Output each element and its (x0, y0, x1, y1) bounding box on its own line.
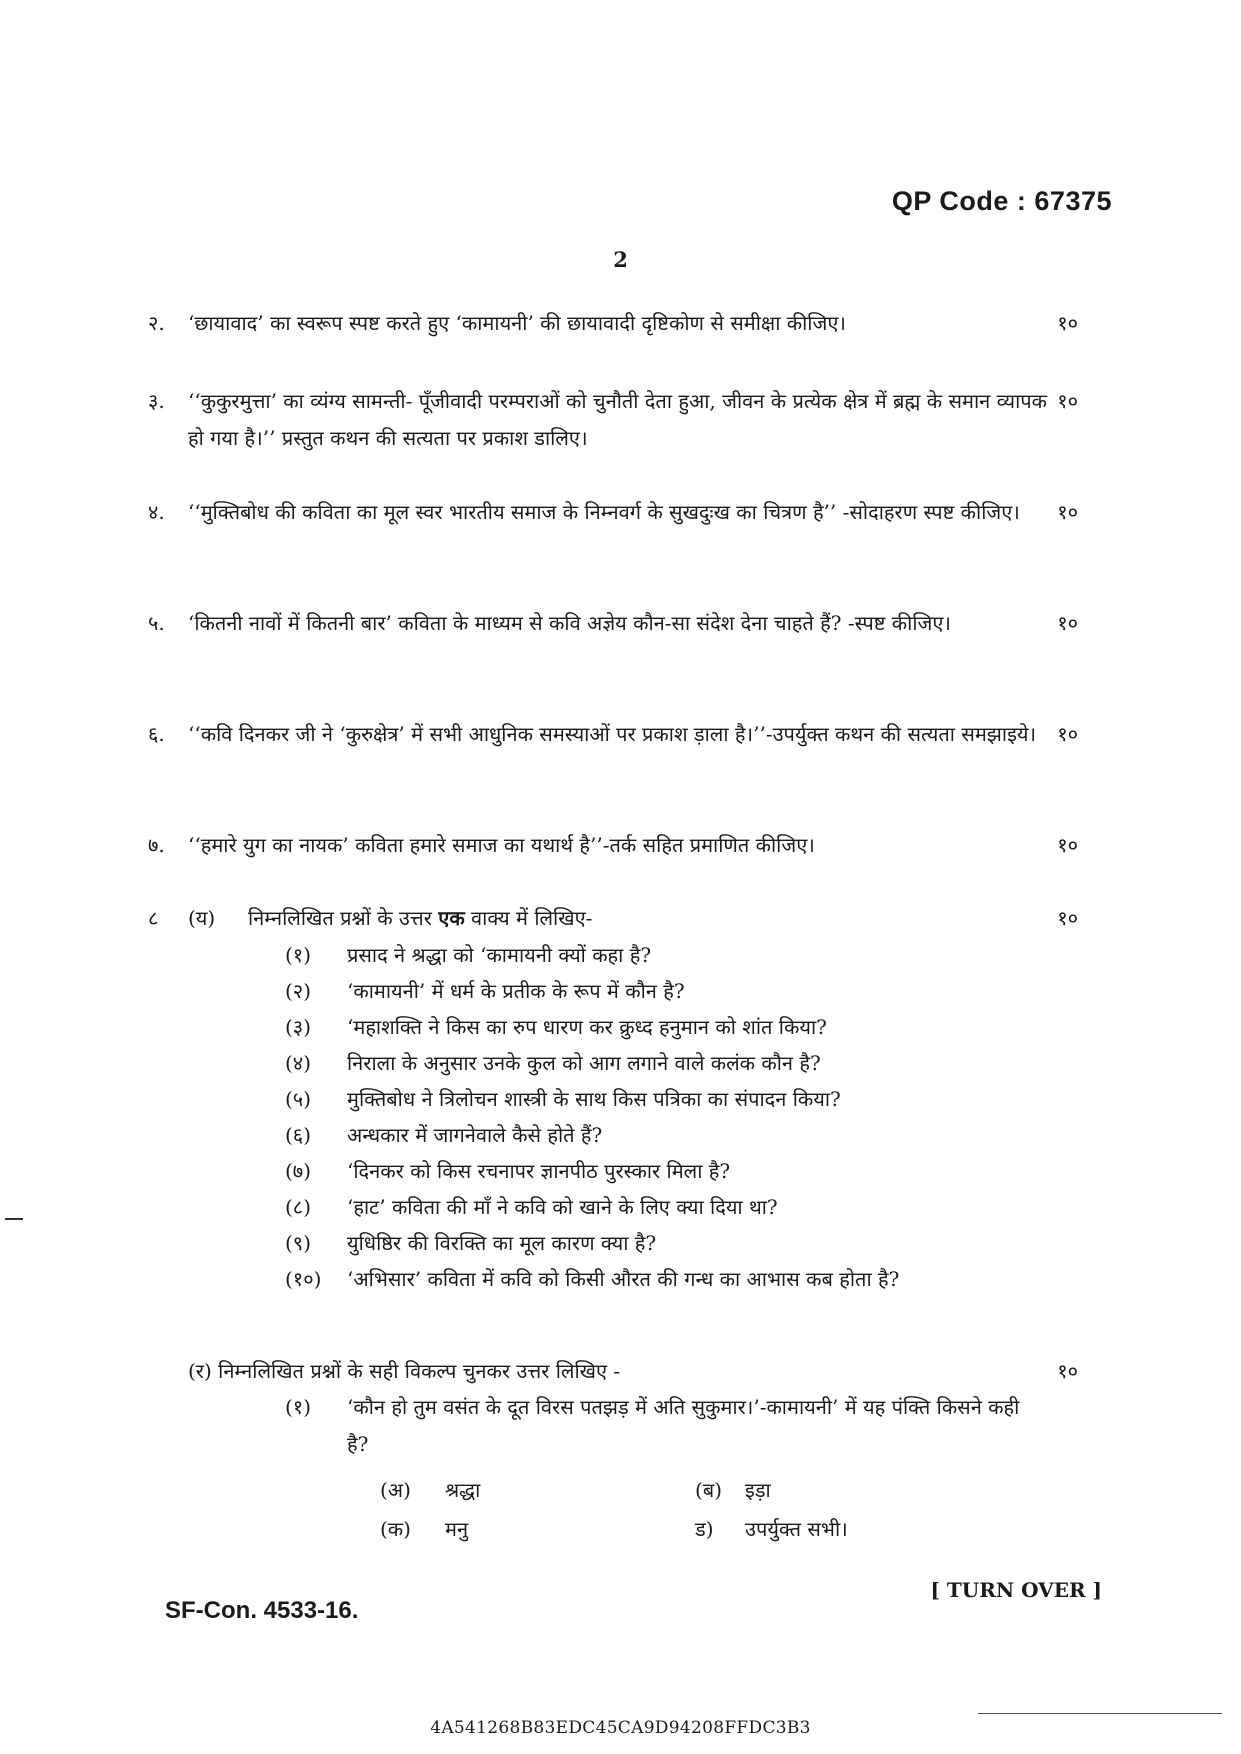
question-marks: १० (1057, 722, 1078, 746)
question-marks: १० (1057, 611, 1078, 635)
option-text: श्रद्धा (445, 1478, 481, 1502)
option-label: (अ) (380, 1478, 411, 1502)
question-number: ४. (148, 500, 165, 524)
sub-question-text: युधिष्ठिर की विरक्ति का मूल कारण क्या है? (347, 1231, 657, 1255)
sub-question-number: (४) (285, 1051, 312, 1075)
option-label: ड) (695, 1517, 714, 1541)
qp-code: QP Code : 67375 (891, 186, 1112, 216)
sub-question-text: ‘हाट’ कविता की माँ ने कवि को खाने के लिए क्या दिया था? (347, 1195, 778, 1219)
sub-question-text: प्रसाद ने श्रद्धा को ‘कामायनी क्यों कहा है? (347, 943, 652, 967)
question-marks: १० (1057, 389, 1078, 413)
part-instruction (188, 1353, 988, 1390)
margin-mark (5, 1218, 23, 1220)
option-text: मनु (445, 1517, 469, 1541)
option-label: (क) (380, 1517, 411, 1541)
question-text: ‘‘कुकुरमुत्ता’ का व्यंग्य सामन्ती- पूँजीवादी परम्पराओं को चुनौती देता हुआ, जीवन के प्रत्येक क्षेत्र में ब्रह्म के समान व्यापक हो गया है।’’ प्रस्तुत कथन की सत्यता पर प्रकाश डालिए। (188, 389, 1047, 450)
question-number: २. (148, 311, 165, 335)
page-number: 2 (613, 247, 628, 272)
sub-question-text: ‘महाशक्ति ने किस का रुप धारण कर क्रुध्द हनुमान को शांत किया? (347, 1015, 827, 1039)
question-number: ५. (148, 611, 165, 635)
sub-question-text: निराला के अनुसार उनके कुल को आग लगाने वाले कलंक कौन है? (347, 1051, 821, 1075)
sub-question-number: (८) (285, 1195, 312, 1219)
paper-code: SF-Con. 4533-16. (165, 1597, 359, 1624)
sub-question-number: (१) (285, 943, 312, 967)
question-number: ३. (148, 389, 165, 413)
mcq-question (285, 1389, 1075, 1469)
divider (978, 1713, 1222, 1714)
sub-question-number: (१) (285, 1395, 312, 1419)
option-text: इड़ा (745, 1478, 771, 1502)
sub-question-list (285, 937, 1085, 1307)
question-text: ‘‘हमारे युग का नायक’ कविता हमारे समाज का यथार्थ है’’-तर्क सहित प्रमाणित कीजिए। (188, 833, 815, 857)
part-label: (य) (188, 906, 216, 930)
document-hash: 4A541268B83EDC45CA9D94208FFDC3B3 (430, 1718, 811, 1738)
question-text: ‘‘कवि दिनकर जी ने ‘कुरुक्षेत्र’ में सभी आधुनिक समस्याओं पर प्रकाश ड़ाला है।’’-उपर्युक्त कथन की सत्यता समझाइये। (188, 722, 1037, 746)
question-number: ६. (148, 722, 165, 746)
question-marks: १० (1057, 1359, 1078, 1383)
option-label: (ब) (695, 1478, 723, 1502)
question-text: ‘कितनी नावों में कितनी बार’ कविता के माध्यम से कवि अज्ञेय कौन-सा संदेश देना चाहते हैं? -स्पष्ट कीजिए। (188, 611, 952, 635)
part-instruction (248, 900, 948, 937)
instruction-text: निम्नलिखित प्रश्नों के उत्तर (248, 906, 432, 930)
question-number: ८ (148, 906, 159, 930)
sub-question-text: ‘कामायनी’ में धर्म के प्रतीक के रूप में कौन है? (347, 979, 685, 1003)
sub-question-text: अन्धकार में जागनेवाले कैसे होते हैं? (347, 1123, 603, 1147)
question-text: ‘‘मुक्तिबोध की कविता का मूल स्वर भारतीय समाज के निम्नवर्ग के सुखदुःख का चित्रण है’’ -सोदाहरण स्पष्ट कीजिए। (188, 500, 1020, 524)
question-text: ‘छायावाद’ का स्वरूप स्पष्ट करते हुए ‘कामायनी’ की छायावादी दृष्टिकोण से समीक्षा कीजिए। (188, 311, 846, 335)
sub-question-number: (९) (285, 1231, 312, 1255)
sub-question-text: ‘दिनकर को किस रचनापर ज्ञानपीठ पुरस्कार मिला है? (347, 1159, 731, 1183)
part-label: (र) (188, 1359, 212, 1383)
sub-question-number: (२) (285, 979, 312, 1003)
instruction-text: वाक्य में लिखिए- (471, 906, 593, 930)
mcq-option (695, 1515, 1095, 1545)
question-number: ७. (148, 833, 165, 857)
option-text: उपर्युक्त सभी। (745, 1517, 848, 1541)
instruction-emphasis: एक (438, 906, 465, 930)
question-marks: १० (1057, 906, 1078, 930)
question-marks: १० (1057, 500, 1078, 524)
sub-question-number: (६) (285, 1123, 312, 1147)
sub-question-text: ‘अभिसार’ कविता में कवि को किसी औरत की गन्ध का आभास कब होता है? (347, 1267, 900, 1291)
instruction-text: निम्नलिखित प्रश्नों के सही विकल्प चुनकर उत्तर लिखिए - (218, 1359, 621, 1383)
turn-over-note: [ TURN OVER ] (930, 1578, 1102, 1602)
question-marks: १० (1057, 311, 1078, 335)
sub-question-text: ‘कौन हो तुम वसंत के दूत विरस पतझड़ में अति सुकुमार।’-कामायनी’ में यह पंक्ति किसने कही है? (347, 1395, 1020, 1456)
sub-question-number: (५) (285, 1087, 312, 1111)
sub-question-number: (१०) (285, 1267, 322, 1291)
sub-question-number: (३) (285, 1015, 312, 1039)
sub-question-number: (७) (285, 1159, 312, 1183)
sub-question-text: मुक्तिबोध ने त्रिलोचन शास्त्री के साथ किस पत्रिका का संपादन किया? (347, 1087, 841, 1111)
mcq-option (695, 1476, 1095, 1506)
question-marks: १० (1057, 833, 1078, 857)
